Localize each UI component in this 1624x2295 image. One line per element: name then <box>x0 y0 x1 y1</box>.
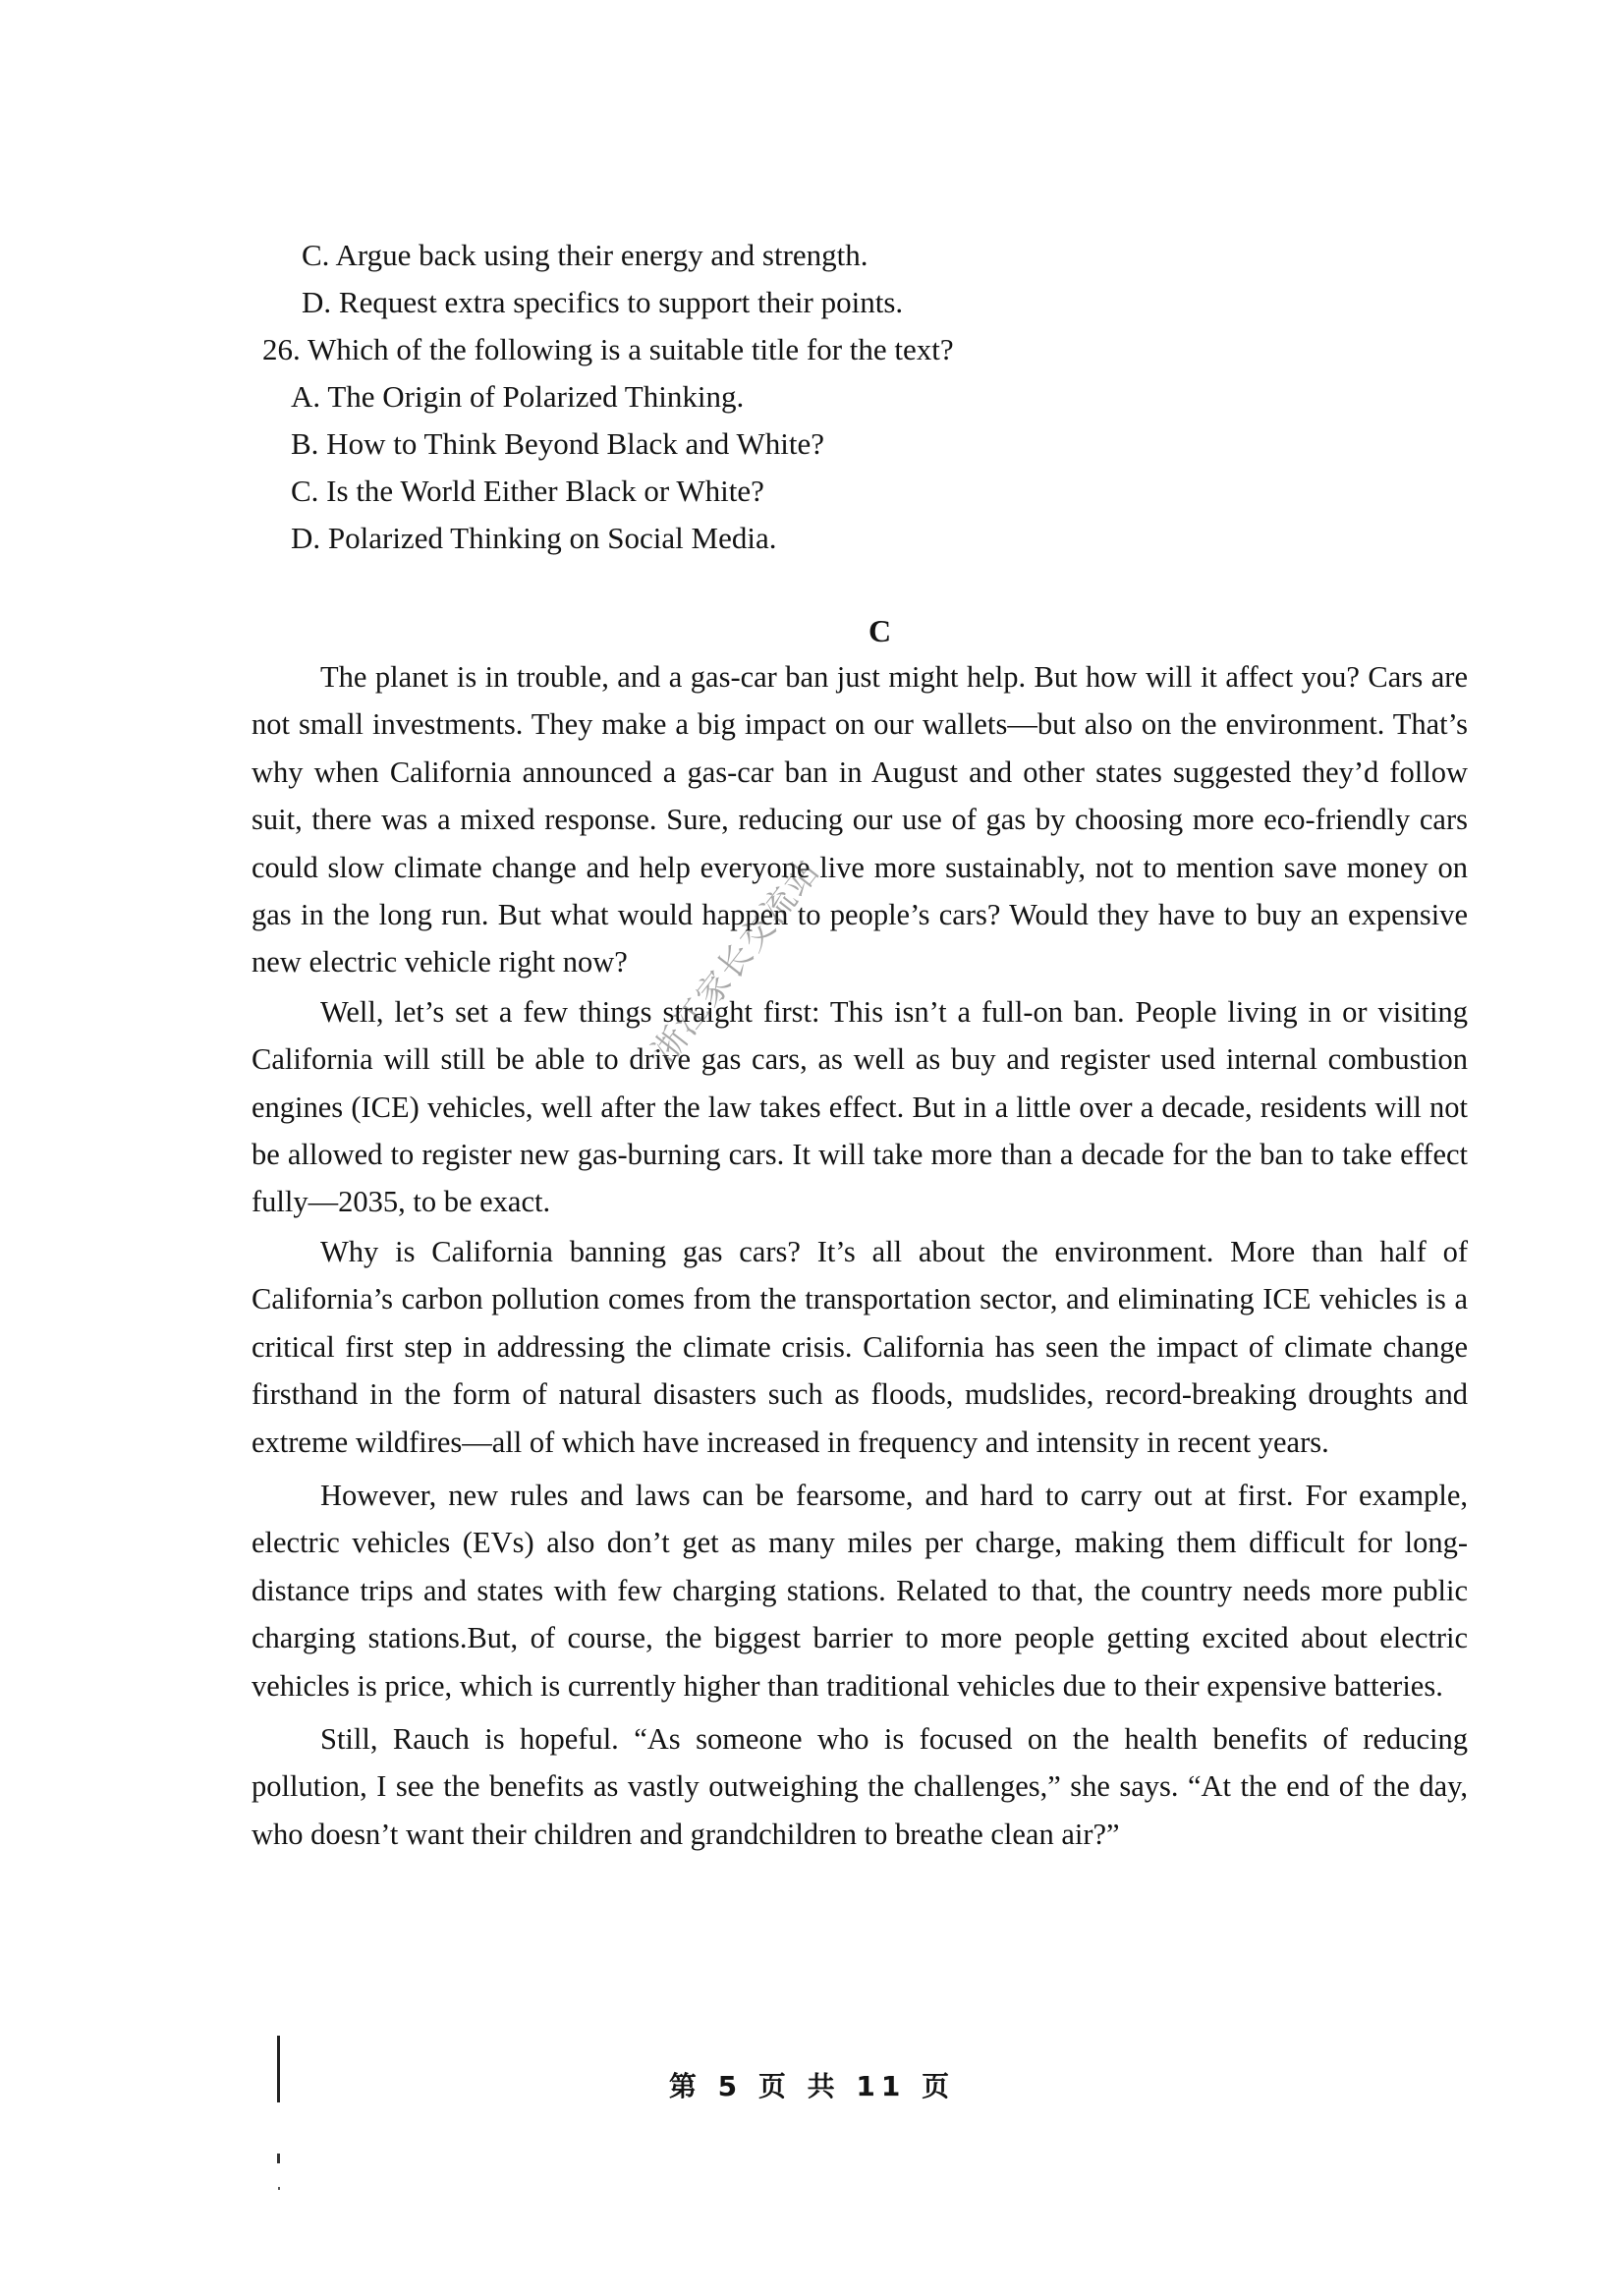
watermark-stamp: 浙江家长交流站 <box>644 851 828 1071</box>
question-26-option-d: D. Polarized Thinking on Social Media. <box>291 521 777 555</box>
question-26-stem: 26. Which of the following is a suitable title for the text? <box>262 332 954 366</box>
question-26-option-b: B. How to Think Beyond Black and White? <box>291 426 824 461</box>
question-options-block <box>262 232 1372 562</box>
prev-question-option-c: C. Argue back using their energy and strength. <box>302 238 868 272</box>
question-26-option-c: C. Is the World Either Black or White? <box>291 474 764 508</box>
reading-passage <box>252 653 1468 1858</box>
page-number-footer: 第 5 页 共 11 页 <box>668 2070 956 2102</box>
passage-paragraph-5: Still, Rauch is hopeful. “As someone who is focused on the health benefits of reducing pollution, I see the benefits as vastly outweighing the challenges,” she says. “At the end of the day, who doesn’t want their children and grandchildren to breathe clean air?” <box>252 1721 1468 1851</box>
passage-paragraph-1: The planet is in trouble, and a gas-car ban just might help. But how will it affect you? Cars are not small investments. They make a big impact on our wallets—but also on the environment. That’s why when California announced a gas-car ban in August and other states suggested they’d follow suit, there was a mixed response. Sure, reducing our use of gas by choosing more eco-friendly cars could slow climate change and help everyone live more sustainably, not to mention save money on gas in the long run. But what would happen to people’s cars? Would they have to buy an expensive new electric vehicle right now? <box>252 660 1468 980</box>
passage-paragraph-4: However, new rules and laws can be fearsome, and hard to carry out at first. For example, electric vehicles (EVs) also don’t get as many miles per charge, making them difficult for long-distance trips and states with few charging stations. Related to that, the country needs more public charging stations.But, of course, the biggest barrier to more people getting excited about electric vehicles is price, which is currently higher than traditional vehicles due to their expensive batteries. <box>252 1478 1468 1703</box>
binding-margin-tick <box>277 2154 280 2163</box>
passage-paragraph-2: Well, let’s set a few things straight first: This isn’t a full-on ban. People living in or visiting California will still be able to drive gas cars, as well as buy and register used internal combustion engines (ICE) vehicles, well after the law takes effect. But in a little over a decade, residents will not be allowed to register new gas-burning cars. It will take more than a decade for the ban to take effect fully—2035, to be exact. <box>252 994 1468 1219</box>
prev-question-option-d: D. Request extra specifics to support their points. <box>302 285 904 319</box>
passage-paragraph-3: Why is California banning gas cars? It’s all about the environment. More than half of California’s carbon pollution comes from the transportation sector, and eliminating ICE vehicles is a critical first step in addressing the climate crisis. California has seen the impact of climate change firsthand in the form of natural disasters such as floods, mudslides, record-breaking droughts and extreme wildfires—all of which have increased in frequency and intensity in recent years. <box>252 1234 1468 1459</box>
binding-margin-dot <box>278 2187 280 2190</box>
section-heading: C <box>868 613 892 648</box>
question-26-option-a: A. The Origin of Polarized Thinking. <box>291 379 745 414</box>
